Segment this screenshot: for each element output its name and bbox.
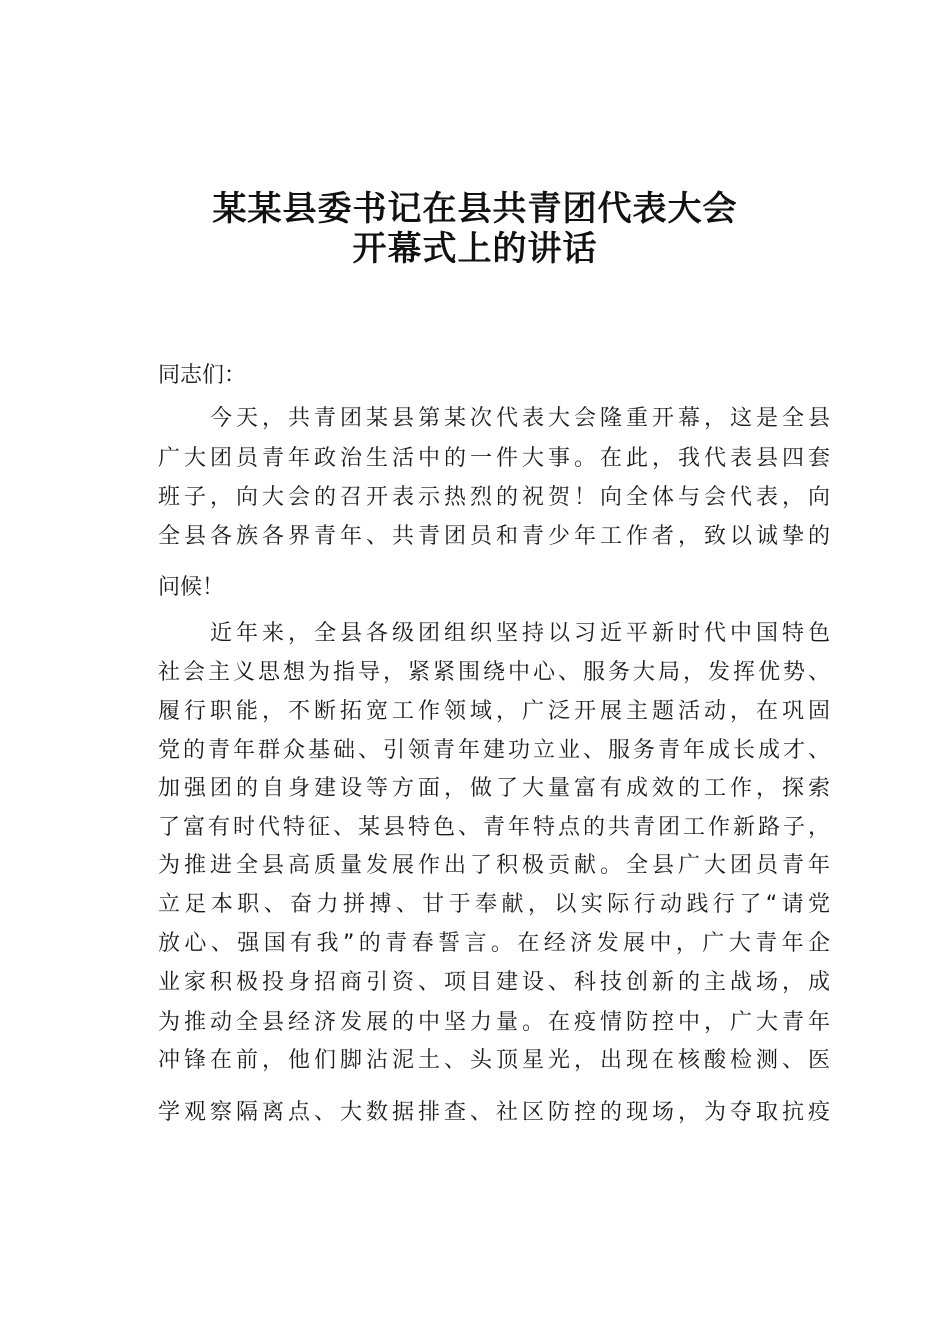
paragraph-2-line: 业家积极投身招商引资、项目建设、科技创新的主战场，成 [158, 970, 830, 995]
document-title-line-2: 开幕式上的讲话 [352, 229, 598, 269]
paragraph-2-line: 冲锋在前，他们脚沾泥土、头顶星光，出现在核酸检测、医 [158, 1048, 830, 1073]
paragraph-2-line: 立足本职、奋力拼搏、甘于奉献，以实际行动践行了“请党 [158, 892, 830, 917]
paragraph-1-line: 问候！ [158, 575, 225, 600]
paragraph-2-line: 党的青年群众基础、引领青年建功立业、服务青年成长成才、 [158, 738, 830, 763]
paragraph-2-line: 放心、强国有我”的青春誓言。在经济发展中，广大青年企 [158, 931, 830, 956]
paragraph-2-line: 加强团的自身建设等方面，做了大量富有成效的工作，探索 [158, 776, 830, 801]
salutation: 同志们： [158, 363, 247, 388]
paragraph-2-line: 学观察隔离点、大数据排查、社区防控的现场，为夺取抗疫 [158, 1100, 830, 1125]
paragraph-2-line: 履行职能，不断拓宽工作领域，广泛开展主题活动，在巩固 [158, 699, 830, 724]
paragraph-1-line: 今天，共青团某县第某次代表大会隆重开幕，这是全县 [210, 406, 830, 431]
paragraph-2-line: 了富有时代特征、某县特色、青年特点的共青团工作新路子， [158, 815, 830, 840]
paragraph-2-line: 为推动全县经济发展的中坚力量。在疫情防控中，广大青年 [158, 1010, 830, 1035]
document-title-line-1: 某某县委书记在县共青团代表大会 [212, 189, 738, 229]
paragraph-2-line: 为推进全县高质量发展作出了积极贡献。全县广大团员青年 [158, 853, 830, 878]
paragraph-2-line: 社会主义思想为指导，紧紧围绕中心、服务大局，发挥优势、 [158, 660, 830, 685]
paragraph-1-line: 全县各族各界青年、共青团员和青少年工作者，致以诚挚的 [158, 524, 830, 549]
paragraph-1-line: 广大团员青年政治生活中的一件大事。在此，我代表县四套 [158, 446, 830, 471]
paragraph-2-line: 近年来，全县各级团组织坚持以习近平新时代中国特色 [210, 621, 830, 646]
paragraph-1-line: 班子，向大会的召开表示热烈的祝贺！向全体与会代表，向 [158, 485, 830, 510]
